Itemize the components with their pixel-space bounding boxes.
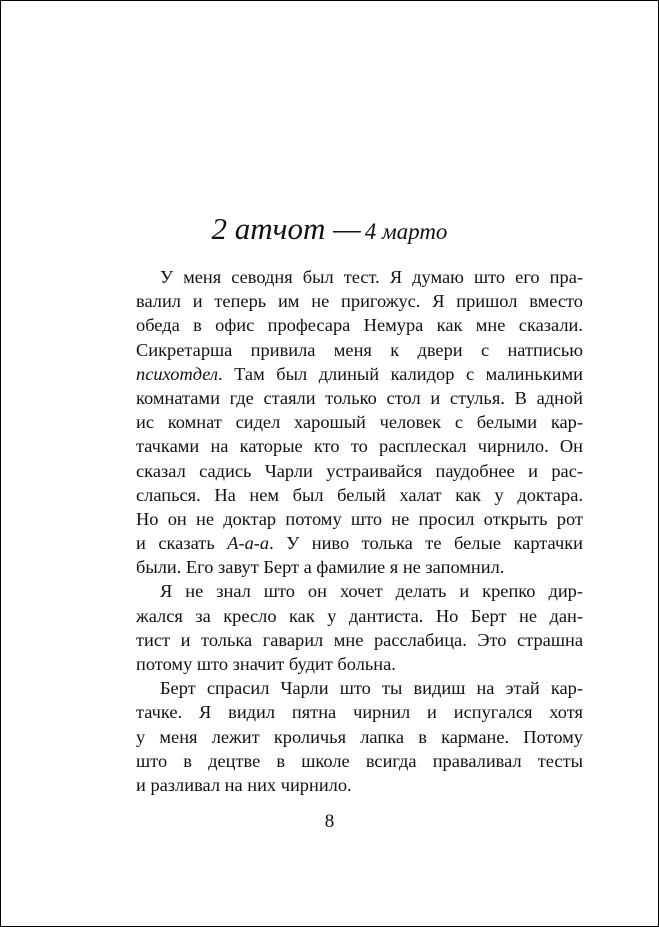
chapter-heading [1,211,658,247]
text-line: комнатами где стаяли только стол и стулья. В адной [136,387,583,408]
text-line [136,531,583,555]
text-line: потому што значит будит больна. [136,654,396,674]
text-fragment: и сказать [136,533,228,554]
text-line: обеда в офис професара Немура как мне сказали. [136,315,583,336]
text-line: ис комнат сидел харошый человек с белыми кар- [136,412,583,433]
text-line: Сикретарша привила меня к двери с натписью [136,339,583,360]
text-line: тачками на каторые кто то расплескал чирнило. Он [136,436,583,457]
text-line [136,362,583,386]
italic-word: психотдел [136,363,218,384]
text-fragment: . У ниво толька те белые картачки [269,533,583,554]
text-line: У меня севодня был тест. Я думаю што его пра- [160,267,583,287]
text-line: тист и толька гаварил мне расслабица. Это страшна [136,629,583,650]
italic-word: А-а-а [227,533,270,554]
text-line: валил и теперь им не пригожус. Я пришол вместо [136,291,583,312]
chapter-title: 2 атчот — [211,211,361,246]
text-line: Берт спрасил Чарли што ты видиш на этай кар- [160,678,583,699]
page-number: 8 [324,811,335,832]
text-line: слапься. На нем был белый халат как у доктара. [136,484,583,505]
text-line: тачке. Я видил пятна чирнил и испугался хотя [136,702,583,723]
text-line: жался за кресло как у дантиста. Но Берт не дан- [136,605,583,626]
text-line: Но он не доктар потому што не просил открыть рот [136,508,583,529]
text-line: што в децтве в школе всигда праваливал тесты [136,750,583,771]
text-fragment: . Там был длиный калидор с малинькими [218,363,583,384]
text-line: были. Его завут Берт а фамилие я не запомнил. [136,557,505,578]
text-line: сказал садись Чарли устраивайся паудобнее и рас- [136,460,583,481]
text-line: Я не знал што он хочет делать и крепко дир- [160,581,583,602]
chapter-date: 4 марто [364,219,448,244]
text-line: и разливал на них чирнило. [136,774,352,795]
body-text [136,265,583,797]
text-line: у меня лежит кроличья лапка в кармане. Потому [136,726,583,747]
